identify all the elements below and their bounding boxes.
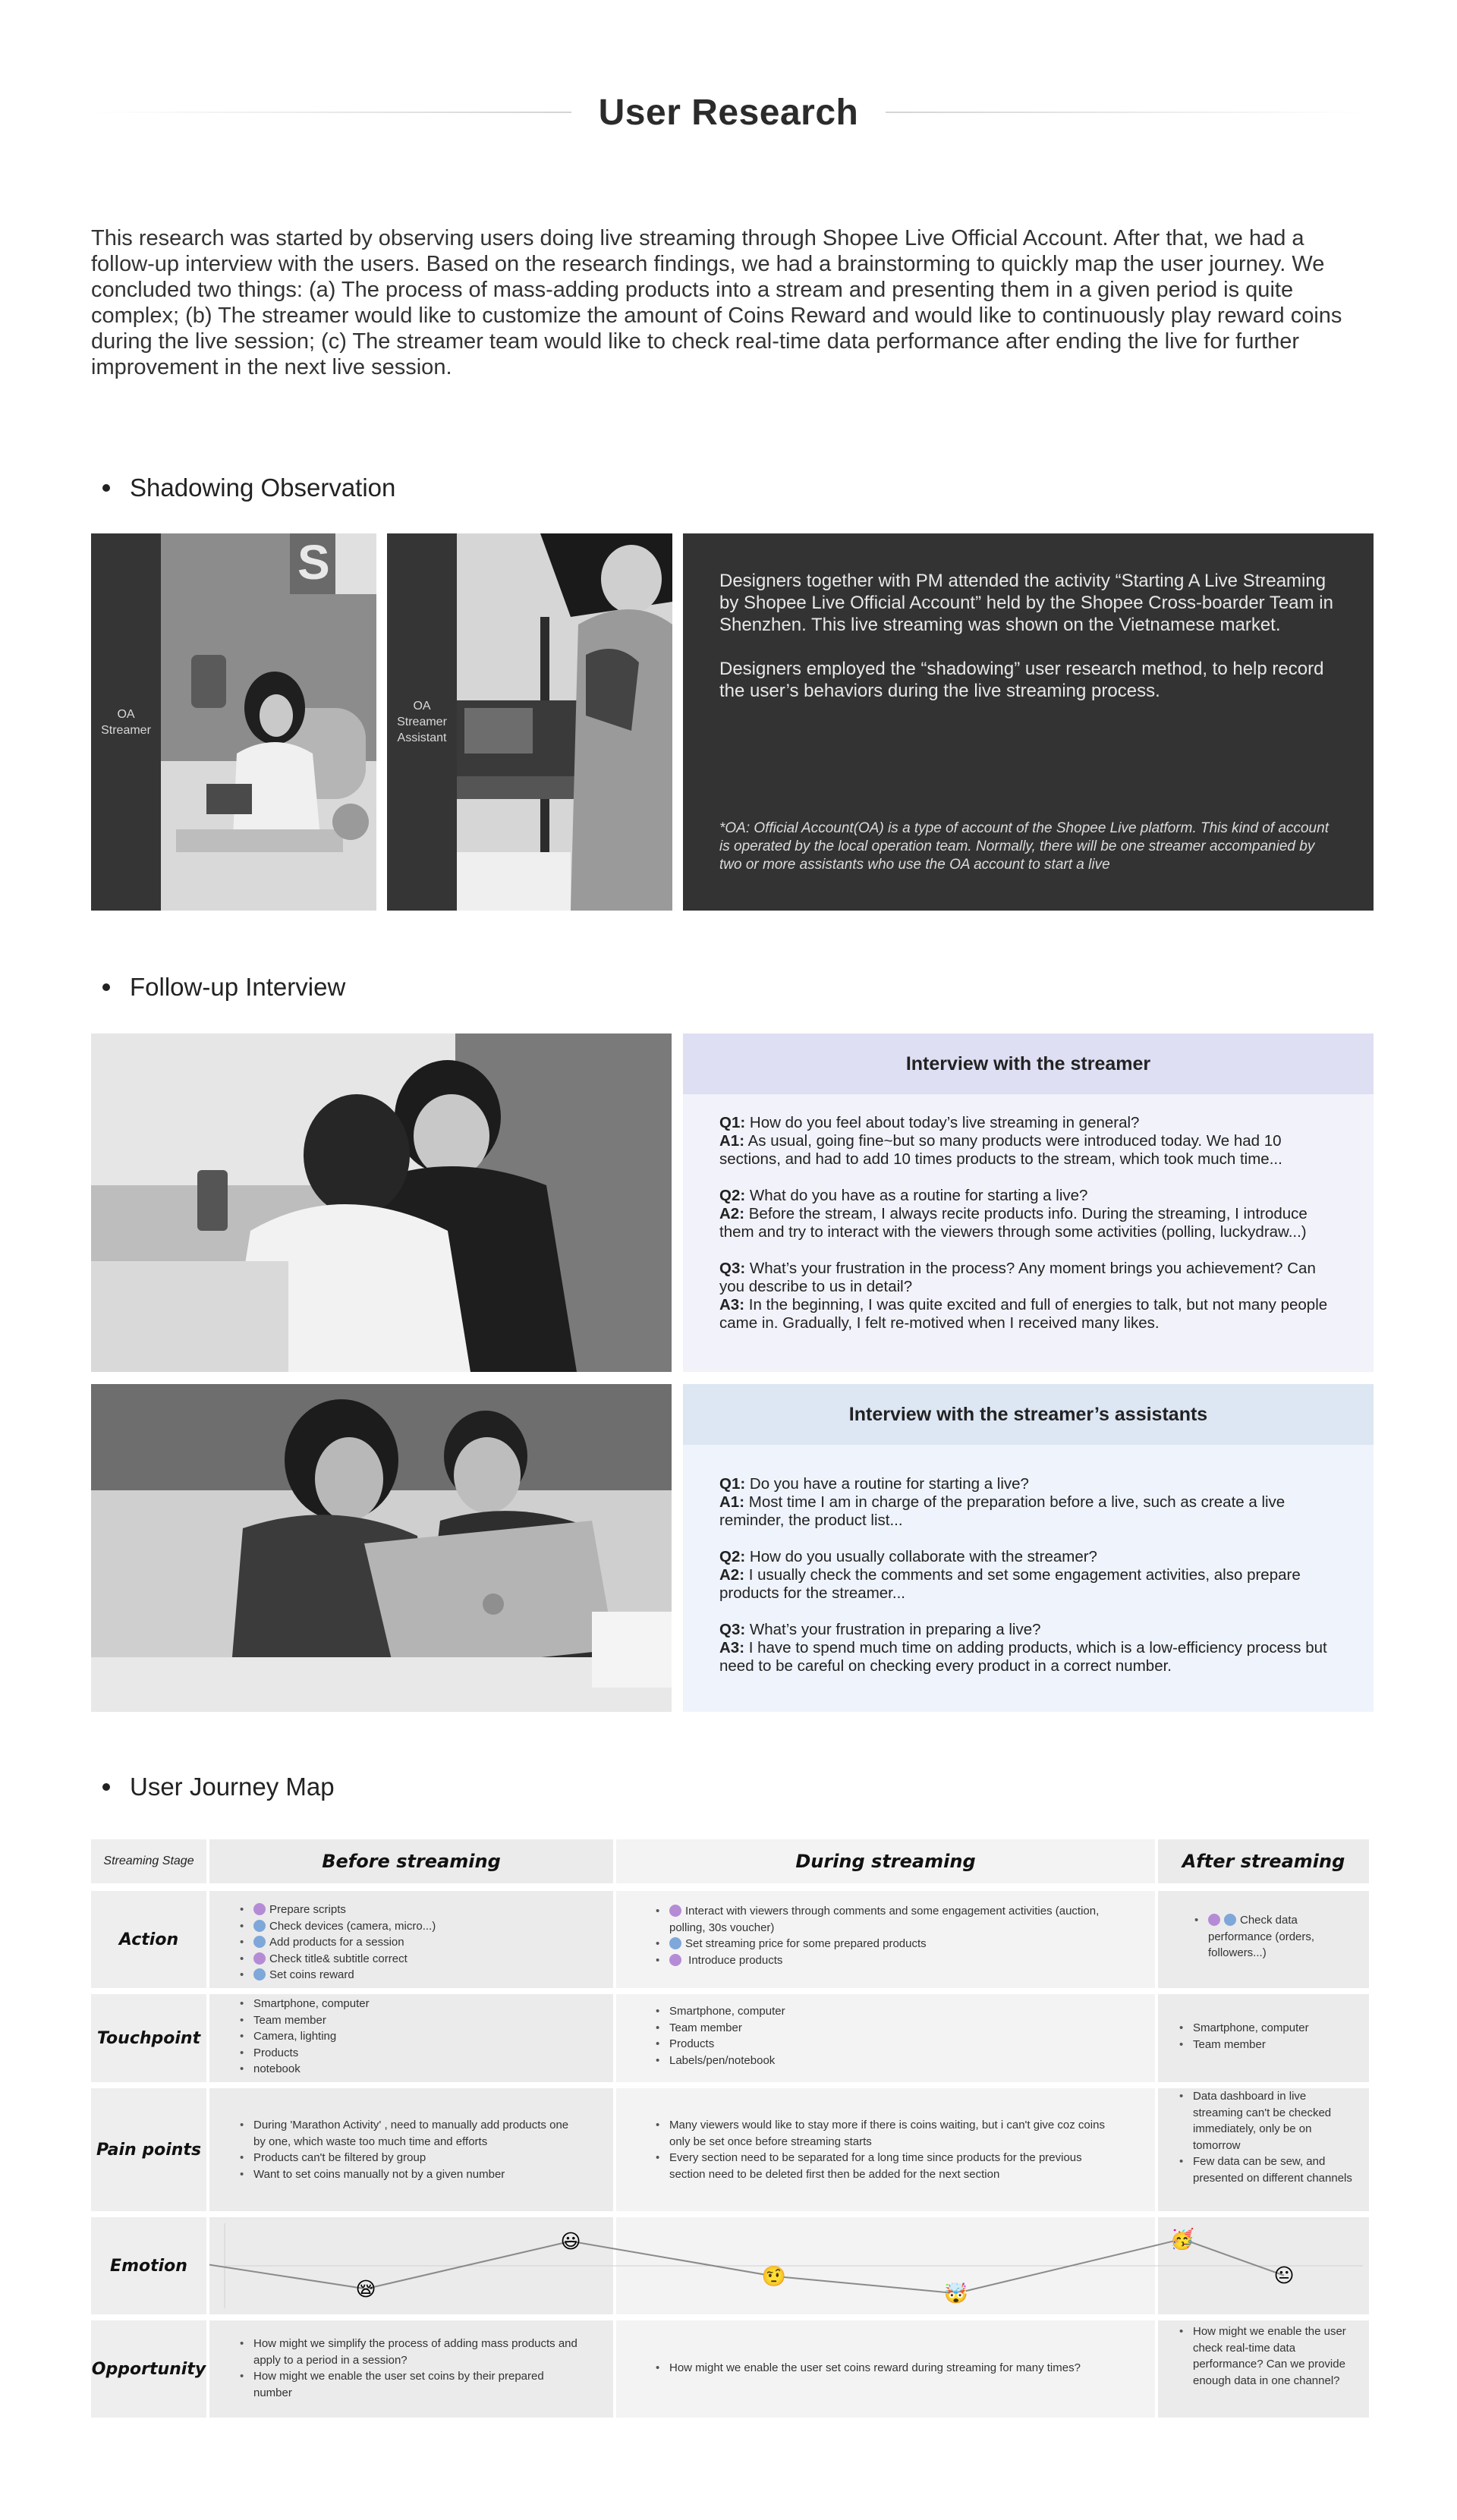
answer-label: A3:	[719, 1296, 745, 1313]
emotion-face-icon: 😐	[1273, 2264, 1295, 2287]
question-label: Q1:	[719, 1475, 746, 1493]
touchpoint-before	[209, 1994, 613, 2082]
section-heading-interview	[102, 973, 345, 1002]
section-heading-text: Follow-up Interview	[130, 973, 346, 1001]
person-icon	[253, 1936, 266, 1948]
list-item: • Team member	[654, 2020, 1111, 2037]
list-item: • Add products for a session	[238, 1934, 584, 1951]
question-text: How do you usually collaborate with the streamer?	[745, 1548, 1097, 1565]
qa-item	[719, 1260, 1337, 1332]
assistant-photo	[457, 533, 672, 911]
assistant-photo-card	[387, 533, 672, 911]
qa-item	[719, 1114, 1337, 1169]
person-icon	[253, 1968, 266, 1980]
list-item: • Few data can be sew, and presented on different channels	[1178, 2153, 1354, 2186]
question-text: How do you feel about today’s live streaming in general?	[745, 1114, 1140, 1131]
list-item: • Smartphone, computer	[654, 2003, 1111, 2020]
answer-text: Most time I am in charge of the preparation before a live, such as create a live reminder, the product list...	[719, 1493, 1285, 1529]
person-icon	[1208, 1914, 1220, 1926]
streamer-photo-card	[91, 533, 376, 911]
emotion-face-icon: 🤯	[943, 2282, 969, 2305]
title-divider-left	[91, 112, 571, 113]
action-during	[616, 1891, 1155, 1988]
shadowing-paragraph-2: Designers employed the “shadowing” user research method, to help record the user’s behaviors during the live streaming process.	[719, 659, 1324, 701]
list-item: • Check devices (camera, micro...)	[238, 1918, 584, 1935]
list-item: • Set coins reward	[238, 1967, 584, 1984]
person-icon	[253, 1903, 266, 1915]
touchpoint-during	[616, 1994, 1155, 2082]
qa-item	[719, 1548, 1337, 1603]
answer-text: As usual, going fine~but so many products were introduced today. We had 10 sections, and had to add 10 times products to the stream, which took much time...	[719, 1132, 1282, 1168]
list-item: • Every section need to be separated for a long time since products for the previous section need to be deleted first then be added for the next section	[654, 2150, 1111, 2182]
emotion-face-icon: 😃	[560, 2229, 581, 2253]
answer-label: A1:	[719, 1493, 745, 1511]
journey-header-row	[91, 1839, 1369, 1883]
person-icon	[253, 1920, 266, 1932]
journey-row-emotion	[91, 2217, 1369, 2314]
question-label: Q2:	[719, 1548, 746, 1565]
stage-during: During streaming	[616, 1839, 1155, 1883]
shadowing-description	[683, 533, 1374, 911]
person-icon	[669, 1905, 681, 1917]
list-item: • Prepare scripts	[238, 1902, 584, 1918]
list-item: • Camera, lighting	[238, 2028, 584, 2045]
row-label: Touchpoint	[91, 1994, 206, 2082]
list-item: • Check data performance (orders, followers...)	[1193, 1912, 1346, 1962]
action-before	[209, 1891, 613, 1988]
answer-label: A2:	[719, 1205, 745, 1222]
person-icon	[253, 1952, 266, 1965]
assistants-interview-photo	[91, 1384, 672, 1712]
card-header: Interview with the streamer’s assistants	[683, 1384, 1374, 1445]
photo-label: OA Streamer	[91, 533, 161, 911]
row-label: Emotion	[91, 2217, 206, 2314]
section-heading-text: User Journey Map	[130, 1773, 335, 1801]
stage-after: After streaming	[1158, 1839, 1369, 1883]
list-item: • How might we simplify the process of adding mass products and apply to a period in a session?	[238, 2336, 583, 2368]
opportunity-after	[1158, 2320, 1369, 2418]
list-item: • Set streaming price for some prepared products	[654, 1936, 1111, 1952]
journey-row-opportunity	[91, 2320, 1369, 2418]
page-title: User Research	[598, 92, 859, 133]
question-label: Q3:	[719, 1260, 746, 1277]
card-header: Interview with the streamer	[683, 1033, 1374, 1094]
touchpoint-after	[1158, 1994, 1369, 2082]
journey-row-pain-points	[91, 2088, 1369, 2211]
oa-footnote: *OA: Official Account(OA) is a type of account of the Shopee Live platform. This kind of account is operated by the local operation team. Normally, there will be one streamer accompanied by two or more assistants who use the OA account to start a live	[719, 820, 1329, 873]
streamer-interview-photo	[91, 1033, 672, 1372]
answer-label: A2:	[719, 1566, 745, 1584]
streamer-photo	[161, 533, 376, 911]
opportunity-before	[209, 2320, 613, 2418]
qa-list	[683, 1094, 1374, 1370]
pain-during	[616, 2088, 1155, 2211]
question-label: Q1:	[719, 1114, 746, 1131]
intro-paragraph: This research was started by observing users doing live streaming through Shopee Live Official Account. After that, we had a follow-up interview with the users. Based on the research findings, we had a brainstorming to quickly map the user journey. We concluded two things: (a) The process of mass-adding products into a stream and presenting them in a given period is quite complex; (b) The streamer would like to customize the amount of Coins Reward and would like to continuously play reward coins during the live session; (c) The streamer team would like to check real-time data performance after ending the live for further improvement in the next live session.	[91, 226, 1342, 379]
answer-label: A3:	[719, 1639, 745, 1656]
question-text: What do you have as a routine for starting a live?	[745, 1187, 1088, 1204]
svg-text:S: S	[297, 535, 330, 590]
list-item: • During 'Marathon Activity' , need to manually add products one by one, which waste too much time and efforts	[238, 2117, 583, 2150]
row-label: Pain points	[91, 2088, 206, 2211]
section-heading-shadowing	[102, 473, 395, 502]
stage-label: Streaming Stage	[91, 1839, 206, 1883]
opportunity-during	[616, 2320, 1155, 2418]
list-item: • Want to set coins manually not by a given number	[238, 2166, 583, 2183]
qa-item	[719, 1475, 1337, 1530]
answer-text: I usually check the comments and set some engagement activities, also prepare products for the streamer...	[719, 1566, 1301, 1602]
list-item: • Smartphone, computer	[1178, 2020, 1346, 2037]
shadowing-paragraph-1: Designers together with PM attended the activity “Starting A Live Streaming by Shopee Live Official Account” held by the Shopee Cross-boarder Team in Shenzhen. This live streaming was shown on the Vietnamese market.	[719, 571, 1333, 635]
answer-text: I have to spend much time on adding products, which is a low-efficiency process but need to be careful on checking every product in a correct number.	[719, 1639, 1327, 1675]
list-item: • How might we enable the user set coins by their prepared number	[238, 2368, 583, 2401]
journey-row-action	[91, 1891, 1369, 1988]
list-item: • Team member	[238, 2012, 584, 2029]
question-label: Q3:	[719, 1621, 746, 1638]
emotion-face-icon: 😪	[355, 2277, 376, 2301]
question-text: What’s your frustration in preparing a live?	[745, 1621, 1041, 1638]
question-text: What’s your frustration in the process? Any moment brings you achievement? Can you describe to us in detail?	[719, 1260, 1316, 1295]
list-item: • notebook	[238, 2061, 584, 2078]
list-item: • Interact with viewers through comments and some engagement activities (auction, polling, 30s voucher)	[654, 1903, 1111, 1936]
list-item: • Many viewers would like to stay more if there is coins waiting, but i can't give coz coins only be set once before streaming starts	[654, 2117, 1111, 2150]
emotion-face-icon: 🥳	[1169, 2227, 1195, 2251]
list-item: • Products can't be filtered by group	[238, 2150, 583, 2166]
emotion-face-icon: 🤨	[761, 2264, 787, 2288]
answer-text: Before the stream, I always recite products info. During the streaming, I introduce them and try to interact with the viewers through some activities (polling, luckydraw...)	[719, 1205, 1308, 1241]
page-title-row	[91, 90, 1366, 135]
list-item: • Labels/pen/notebook	[654, 2053, 1111, 2069]
list-item: • Products	[238, 2045, 584, 2062]
question-label: Q2:	[719, 1187, 746, 1204]
answer-text: In the beginning, I was quite excited and full of energies to talk, but not many people came in. Gradually, I felt re-motived when I received many likes.	[719, 1296, 1328, 1332]
list-item: • How might we enable the user check real-time data performance? Can we provide enough data in one channel?	[1178, 2323, 1354, 2389]
photo-label: OA Streamer Assistant	[387, 533, 457, 911]
answer-label: A1:	[719, 1132, 745, 1150]
assistants-interview-card	[683, 1384, 1374, 1712]
person-icon	[669, 1954, 681, 1966]
person-icon	[669, 1937, 681, 1949]
list-item: • Products	[654, 2036, 1111, 2053]
emotion-curve	[209, 2217, 1369, 2314]
pain-after	[1158, 2088, 1369, 2211]
person-icon	[1224, 1914, 1236, 1926]
list-item: • Team member	[1178, 2037, 1346, 2053]
list-item: • Smartphone, computer	[238, 1996, 584, 2012]
list-item: • Introduce products	[654, 1952, 1111, 1969]
list-item: • Data dashboard in live streaming can't be checked immediately, only be on tomorrow	[1178, 2088, 1354, 2153]
qa-list	[683, 1445, 1374, 1713]
stage-before: Before streaming	[209, 1839, 613, 1883]
bullet-icon	[102, 484, 110, 492]
bullet-icon	[102, 1783, 110, 1791]
pain-before	[209, 2088, 613, 2211]
section-heading-text: Shadowing Observation	[130, 473, 396, 502]
list-item: • How might we enable the user set coins reward during streaming for many times?	[654, 2360, 1111, 2377]
list-item: • Check title& subtitle correct	[238, 1951, 584, 1968]
row-label: Opportunity	[91, 2320, 206, 2418]
section-heading-journey	[102, 1773, 335, 1801]
title-divider-right	[886, 112, 1366, 113]
qa-item	[719, 1621, 1337, 1675]
qa-item	[719, 1187, 1337, 1241]
row-label: Action	[91, 1891, 206, 1988]
streamer-interview-card	[683, 1033, 1374, 1372]
question-text: Do you have a routine for starting a live?	[745, 1475, 1029, 1493]
journey-row-touchpoint	[91, 1994, 1369, 2082]
action-after	[1158, 1891, 1369, 1988]
bullet-icon	[102, 983, 110, 991]
